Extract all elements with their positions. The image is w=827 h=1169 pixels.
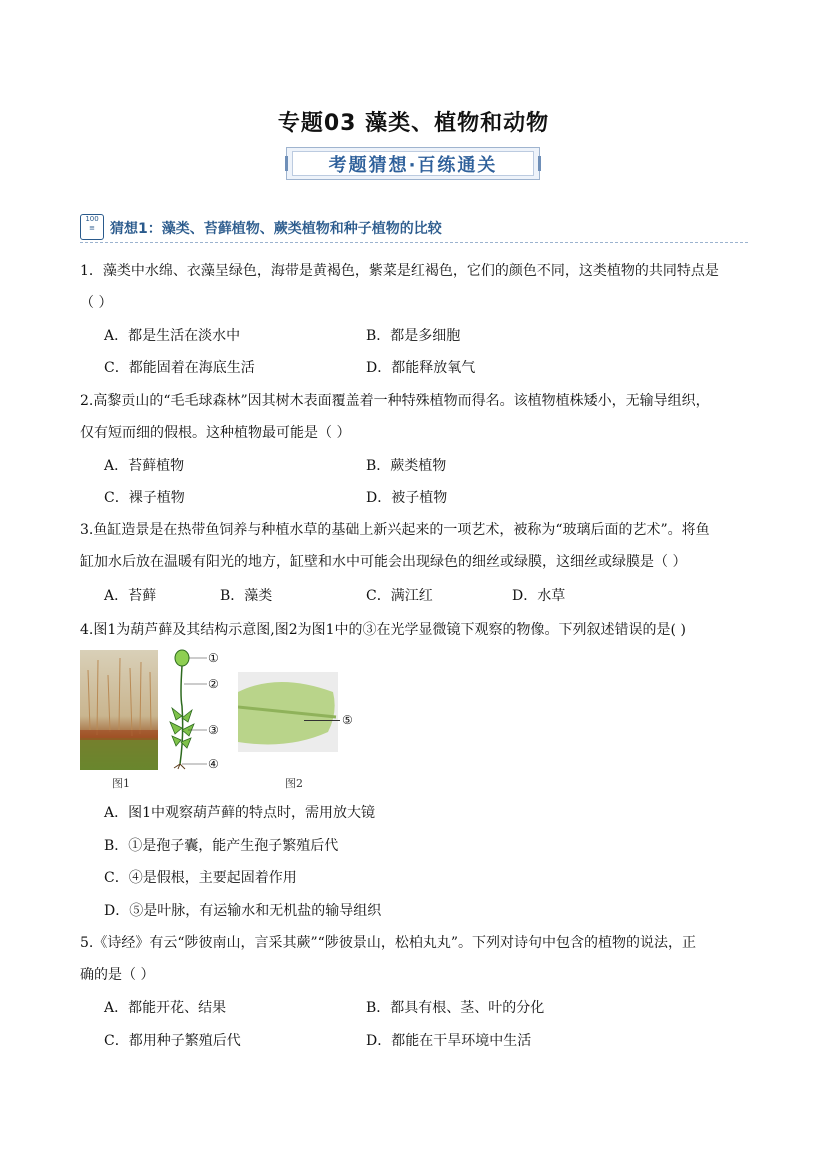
q1-stem-line1: 1．藻类中水绵、衣藻呈绿色，海带是黄褐色，紫菜是红褐色，它们的颜色不同，这类植物的共同特点是 [80, 263, 719, 279]
section-title: 猜想1：藻类、苔藓植物、蕨类植物和种子植物的比较 [110, 221, 442, 237]
q1-option-b: B．都是多细胞 [366, 328, 461, 344]
q3-option-d: D．水草 [512, 588, 566, 604]
moss-photo-figure [80, 650, 158, 770]
score-board-icon: 100 ≡ [80, 214, 104, 240]
label-5: ⑤ [342, 713, 353, 727]
q3-option-c: C．满江红 [366, 588, 433, 604]
q2-option-b: B．蕨类植物 [366, 458, 447, 474]
q5-option-c: C．都用种子繁殖后代 [104, 1033, 241, 1049]
q2-option-c: C．裸子植物 [104, 490, 185, 506]
q2-option-d: D．被子植物 [366, 490, 448, 506]
label-5-leader [304, 720, 340, 721]
q5-option-d: D．都能在干旱环境中生活 [366, 1033, 532, 1049]
label-3: ③ [208, 723, 219, 737]
q2-stem-line2: 仅有短而细的假根。这种植物最可能是（ ） [80, 425, 351, 441]
q3-stem-line2: 缸加水后放在温暖有阳光的地方，缸壁和水中可能会出现绿色的细丝或绿膜，这细丝或绿膜是（ ） [80, 554, 687, 570]
q4-stem-line1: 4.图1为葫芦藓及其结构示意图,图2为图1中的③在光学显微镜下观察的物像。下列叙述错误的是( ) [80, 622, 686, 638]
q2-option-a: A．苔藓植物 [104, 458, 185, 474]
q4-option-a: A．图1中观察葫芦藓的特点时，需用放大镜 [104, 805, 376, 821]
q3-stem-line1: 3.鱼缸造景是在热带鱼饲养与种植水草的基础上新兴起来的一项艺术，被称为“玻璃后面的艺术”。将鱼 [80, 522, 710, 538]
q1-option-c: C．都能固着在海底生活 [104, 360, 255, 376]
banner-text: 考题猜想·百练通关 [328, 154, 498, 176]
q5-option-b: B．都具有根、茎、叶的分化 [366, 1000, 545, 1016]
section-divider [80, 242, 748, 243]
figure-2-caption: 图2 [285, 777, 303, 790]
q3-option-a: A．苔藓 [104, 588, 157, 604]
label-2: ② [208, 677, 219, 691]
microscope-leaf-image [238, 672, 338, 752]
q1-option-d: D．都能释放氧气 [366, 360, 476, 376]
label-1: ① [208, 651, 219, 665]
q1-stem-line2: （ ） [80, 295, 113, 311]
q4-option-d: D．⑤是叶脉，有运输水和无机盐的输导组织 [104, 903, 382, 919]
q1-option-a: A．都是生活在淡水中 [104, 328, 241, 344]
label-4: ④ [208, 757, 219, 771]
q4-option-b: B．①是孢子囊，能产生孢子繁殖后代 [104, 838, 339, 854]
q4-option-c: C．④是假根，主要起固着作用 [104, 870, 297, 886]
title-banner [286, 147, 540, 180]
q5-stem-line2: 确的是（ ） [80, 967, 155, 983]
q5-option-a: A．都能开花、结果 [104, 1000, 227, 1016]
banner-left-ornament [285, 156, 288, 171]
banner-right-ornament [538, 156, 541, 171]
q2-stem-line1: 2.高黎贡山的“毛毛球森林”因其树木表面覆盖着一种特殊植物而得名。该植物植株矮小，无输导组织， [80, 393, 710, 409]
figure-1-caption: 图1 [112, 777, 130, 790]
q5-stem-line1: 5.《诗经》有云“陟彼南山，言采其蕨”“陟彼景山，松柏丸丸”。下列对诗句中包含的植物的说法，正 [80, 935, 696, 951]
q3-option-b: B．藻类 [220, 588, 273, 604]
page-title: 专题03 藻类、植物和动物 [277, 111, 550, 136]
